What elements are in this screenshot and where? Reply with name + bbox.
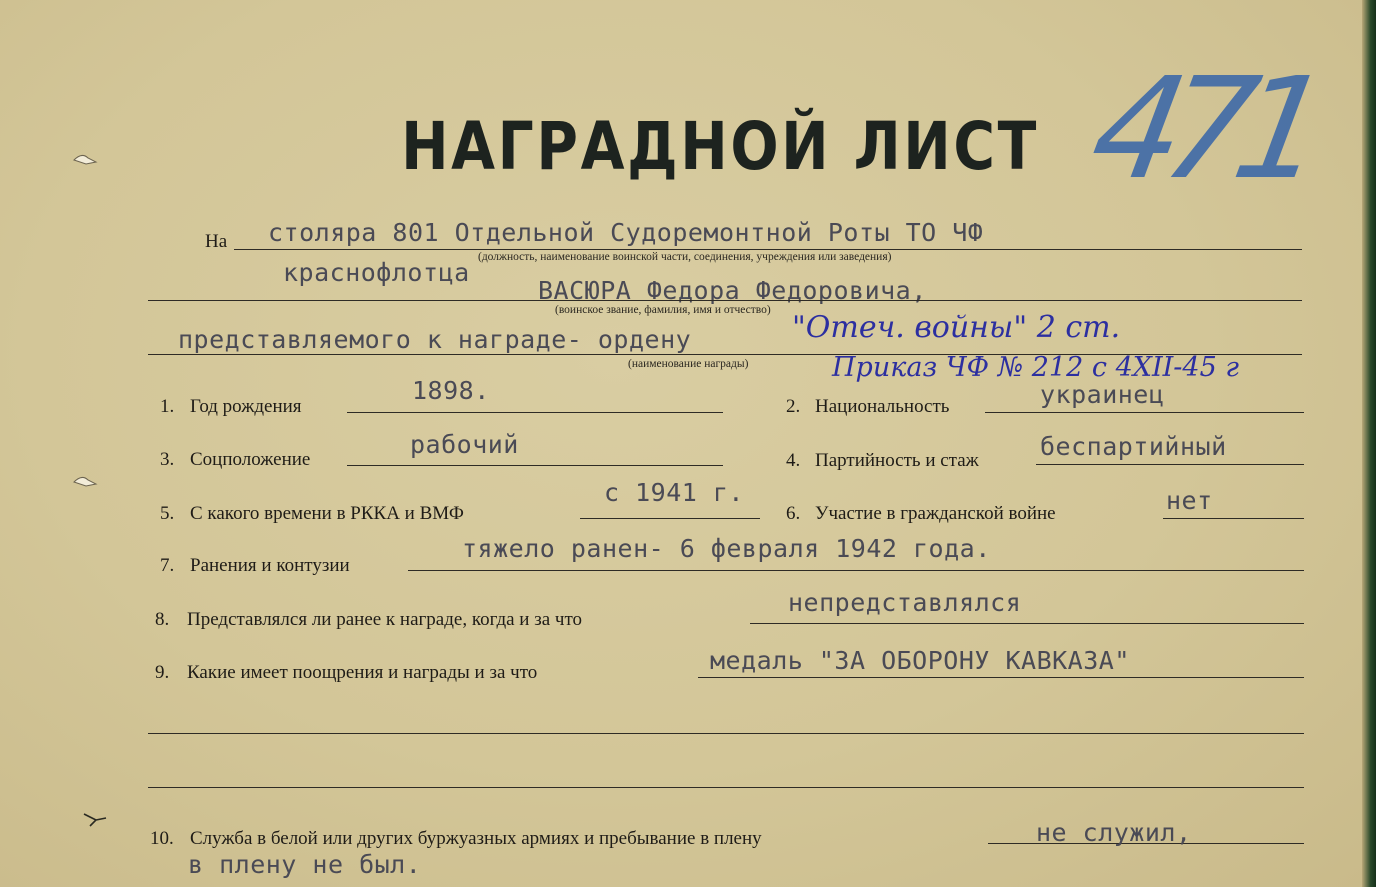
paper-edge xyxy=(1362,0,1376,887)
field-1-num: 1. xyxy=(160,396,175,417)
field-3-label: Соцположение xyxy=(190,449,311,470)
field-10-label: Служба в белой или других буржуазных армиях и пребывание в плену xyxy=(190,828,762,849)
punch-hole-icon xyxy=(72,472,98,490)
field-10-value: не служил, xyxy=(1036,818,1192,847)
rank-value: краснофлотца xyxy=(283,258,470,287)
field-4-label: Партийность и стаж xyxy=(815,450,979,471)
field-8-value: непредставлялся xyxy=(788,588,1022,617)
blank-line xyxy=(148,733,1304,734)
name-value: ВАСЮРА Федора Федоровича, xyxy=(538,276,927,305)
position-value: столяра 801 Отдельной Судоремонтной Роты ТО ЧФ xyxy=(268,218,984,247)
position-caption: (должность, наименование воинской части, соединения, учреждения или заведения) xyxy=(478,251,892,263)
nominated-value: представляемого к награде- ордену xyxy=(178,325,692,354)
punch-hole-icon xyxy=(82,810,108,828)
field-6-line xyxy=(1163,518,1304,519)
field-2-value: украинец xyxy=(1040,380,1165,409)
field-9-value: медаль "ЗА ОБОРОНУ КАВКАЗА" xyxy=(710,646,1130,675)
field-7-num: 7. xyxy=(160,555,175,576)
field-1-value: 1898. xyxy=(412,376,490,405)
field-3-line xyxy=(347,465,723,466)
field-2-num: 2. xyxy=(786,396,801,417)
field-8-line xyxy=(750,623,1304,624)
field-3-num: 3. xyxy=(160,449,175,470)
field-7-line xyxy=(408,570,1304,571)
na-label: На xyxy=(205,231,228,252)
field-5-label: С какого времени в РККА и ВМФ xyxy=(190,503,464,524)
award-caption: (наименование награды) xyxy=(628,358,749,370)
field-7-label: Ранения и контузии xyxy=(190,555,350,576)
award-handwritten: "Отеч. войны" 2 ст. xyxy=(792,310,1121,345)
field-9-line xyxy=(698,677,1304,678)
field-5-num: 5. xyxy=(160,503,175,524)
underline-position xyxy=(234,249,1302,250)
field-2-label: Национальность xyxy=(815,396,950,417)
field-5-value: с 1941 г. xyxy=(604,478,744,507)
field-8-num: 8. xyxy=(155,609,170,630)
field-10-value-cont: в плену не был. xyxy=(188,850,422,879)
field-2-line xyxy=(985,412,1304,413)
punch-hole-icon xyxy=(72,150,98,168)
field-5-line xyxy=(580,518,760,519)
name-caption: (воинское звание, фамилия, имя и отчество) xyxy=(555,304,771,316)
field-4-num: 4. xyxy=(786,450,801,471)
field-1-label: Год рождения xyxy=(190,396,302,417)
field-9-num: 9. xyxy=(155,662,170,683)
field-4-line xyxy=(1036,464,1304,465)
field-6-value: нет xyxy=(1166,486,1213,515)
field-9-label: Какие имеет поощрения и награды и за что xyxy=(187,662,538,683)
field-10-num: 10. xyxy=(150,828,174,849)
underline-name xyxy=(148,300,1302,301)
field-6-num: 6. xyxy=(786,503,801,524)
corner-number: 471 xyxy=(1080,48,1323,211)
field-4-value: беспартийный xyxy=(1040,432,1227,461)
document-title: НАГРАДНОЙ ЛИСТ xyxy=(401,108,1039,185)
field-7-value: тяжело ранен- 6 февраля 1942 года. xyxy=(462,534,991,563)
order-handwritten: Приказ ЧФ № 212 с 4XII-45 г xyxy=(832,352,1240,383)
field-1-line xyxy=(347,412,723,413)
field-3-value: рабочий xyxy=(410,430,519,459)
field-6-label: Участие в гражданской войне xyxy=(815,503,1056,524)
field-8-label: Представлялся ли ранее к награде, когда и за что xyxy=(187,609,583,630)
blank-line xyxy=(148,787,1304,788)
